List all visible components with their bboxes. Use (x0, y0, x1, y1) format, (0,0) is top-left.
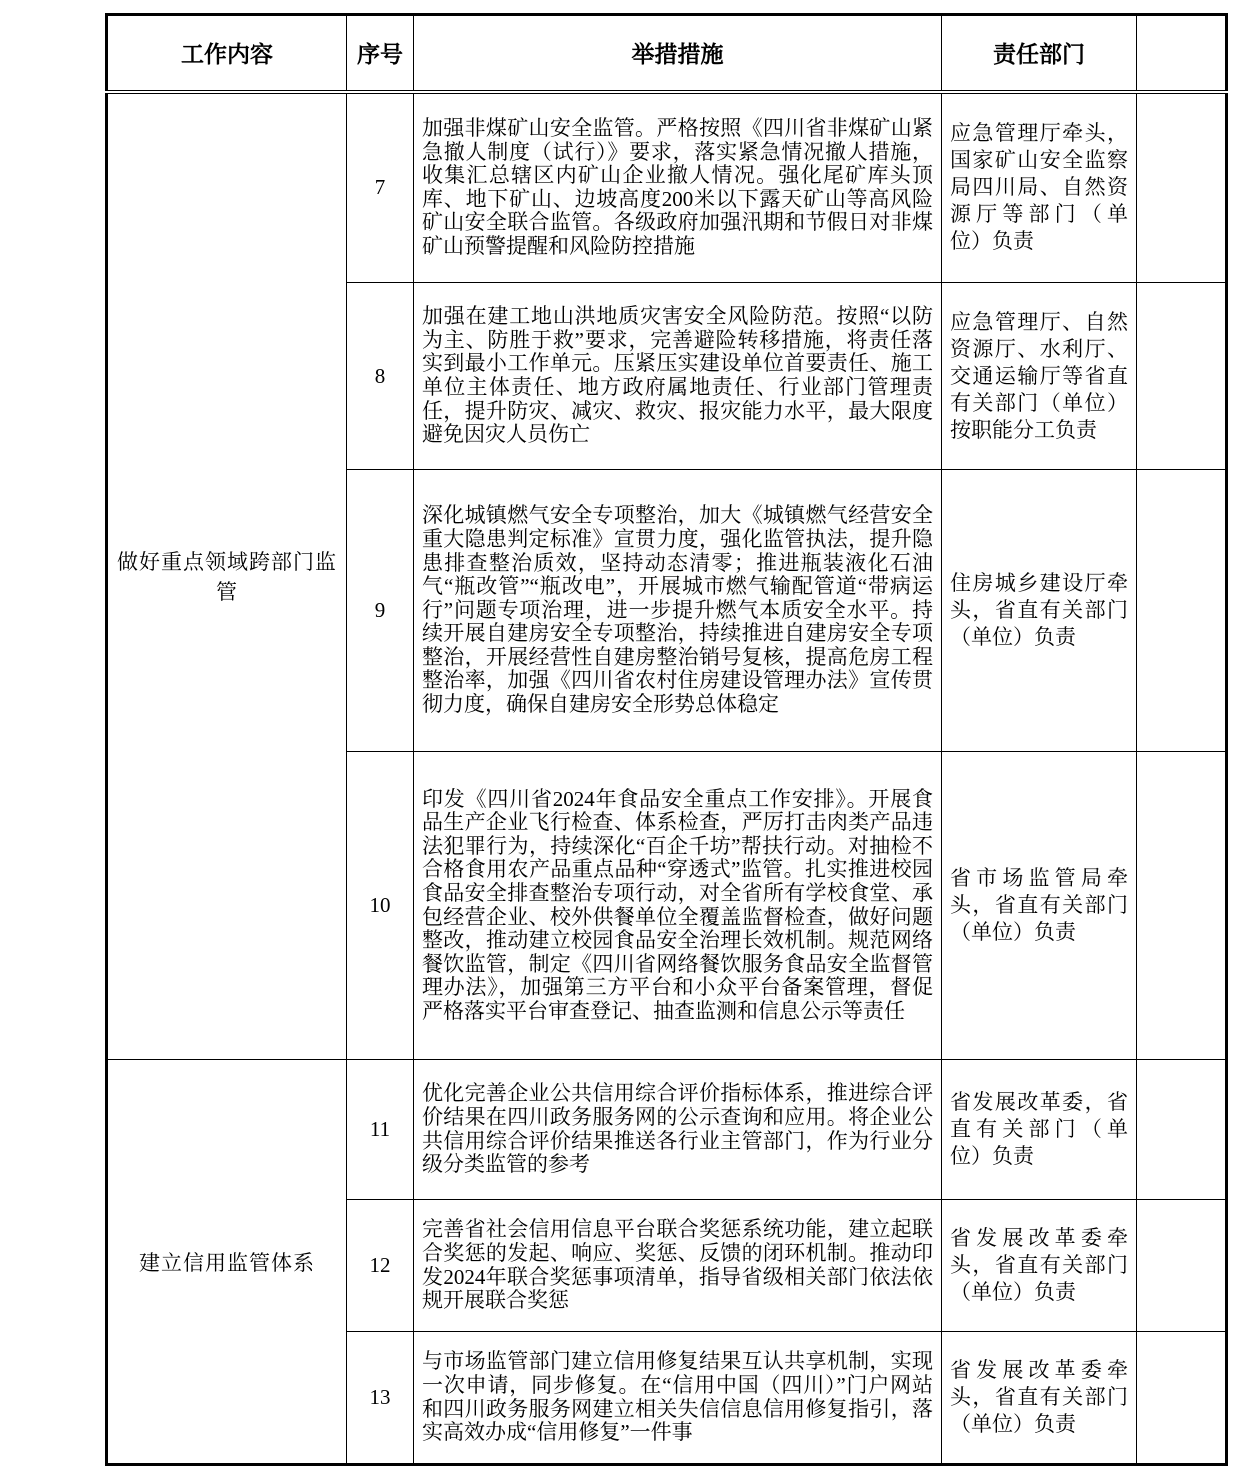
department-cell: 住房城乡建设厅牵头，省直有关部门（单位）负责 (942, 470, 1137, 752)
row-number-cell: 13 (347, 1332, 414, 1465)
header-work-content: 工作内容 (107, 15, 347, 92)
header-empty (1137, 15, 1227, 92)
work-measures-table (105, 13, 1228, 1466)
row-number-cell: 11 (347, 1060, 414, 1200)
empty-cell (1137, 1060, 1227, 1200)
empty-cell (1137, 470, 1227, 752)
department-cell: 省发展改革委，省直有关部门（单位）负责 (942, 1060, 1137, 1200)
measure-cell: 加强非煤矿山安全监管。严格按照《四川省非煤矿山紧急撤人制度（试行）》要求，落实紧急情况撤人措施，收集汇总辖区内矿山企业撤人情况。强化尾矿库头顶库、地下矿山、边坡高度200米以下露天矿山等高风险矿山安全联合监管。各级政府加强汛期和节假日对非煤矿山预警提醒和风险防控措施 (414, 92, 942, 283)
group-label-credit-supervision-system: 建立信用监管体系 (107, 1060, 347, 1465)
empty-cell (1137, 283, 1227, 470)
department-cell: 应急管理厅牵头，国家矿山安全监察局四川局、自然资源厅等部门（单位）负责 (942, 92, 1137, 283)
department-cell: 省发展改革委牵头，省直有关部门（单位）负责 (942, 1332, 1137, 1465)
empty-cell (1137, 1332, 1227, 1465)
empty-cell (1137, 92, 1227, 283)
row-number-cell: 8 (347, 283, 414, 470)
department-cell: 省发展改革委牵头，省直有关部门（单位）负责 (942, 1200, 1137, 1332)
row-number-cell: 9 (347, 470, 414, 752)
table-row (107, 1060, 1227, 1200)
row-number-cell: 7 (347, 92, 414, 283)
header-measures: 举措措施 (414, 15, 942, 92)
measure-cell: 加强在建工地山洪地质灾害安全风险防范。按照“以防为主、防胜于救”要求，完善避险转移措施，将责任落实到最小工作单元。压紧压实建设单位首要责任、施工单位主体责任、地方政府属地责任、行业部门管理责任，提升防灾、减灾、救灾、报灾能力水平，最大限度避免因灾人员伤亡 (414, 283, 942, 470)
measure-cell: 与市场监管部门建立信用修复结果互认共享机制，实现一次申请，同步修复。在“信用中国（四川）”门户网站和四川政务服务网建立相关失信信息信用修复指引，落实高效办成“信用修复”一件事 (414, 1332, 942, 1465)
department-cell: 省市场监管局牵头，省直有关部门（单位）负责 (942, 752, 1137, 1060)
empty-cell (1137, 1200, 1227, 1332)
table-header-row (107, 15, 1227, 92)
group-label-cross-department-supervision: 做好重点领域跨部门监管 (107, 92, 347, 1060)
table-row (107, 92, 1227, 283)
measure-cell: 深化城镇燃气安全专项整治，加大《城镇燃气经营安全重大隐患判定标准》宣贯力度，强化监管执法，提升隐患排查整治质效，坚持动态清零；推进瓶装液化石油气“瓶改管”“瓶改电”，开展城市燃气输配管道“带病运行”问题专项治理，进一步提升燃气本质安全水平。持续开展自建房安全专项整治，持续推进自建房安全专项整治，开展经营性自建房整治销号复核，提高危房工程整治率，加强《四川省农村住房建设管理办法》宣传贯彻力度，确保自建房安全形势总体稳定 (414, 470, 942, 752)
row-number-cell: 10 (347, 752, 414, 1060)
measure-cell: 完善省社会信用信息平台联合奖惩系统功能，建立起联合奖惩的发起、响应、奖惩、反馈的闭环机制。推动印发2024年联合奖惩事项清单，指导省级相关部门依法依规开展联合奖惩 (414, 1200, 942, 1332)
header-number: 序号 (347, 15, 414, 92)
row-number-cell: 12 (347, 1200, 414, 1332)
measure-cell: 优化完善企业公共信用综合评价指标体系，推进综合评价结果在四川政务服务网的公示查询和应用。将企业公共信用综合评价结果推送各行业主管部门，作为行业分级分类监管的参考 (414, 1060, 942, 1200)
empty-cell (1137, 752, 1227, 1060)
header-department: 责任部门 (942, 15, 1137, 92)
department-cell: 应急管理厅、自然资源厅、水利厅、交通运输厅等省直有关部门（单位）按职能分工负责 (942, 283, 1137, 470)
measure-cell: 印发《四川省2024年食品安全重点工作安排》。开展食品生产企业飞行检查、体系检查，严厉打击肉类产品违法犯罪行为，持续深化“百企千坊”帮扶行动。对抽检不合格食用农产品重点品种“穿透式”监管。扎实推进校园食品安全排查整治专项行动，对全省所有学校食堂、承包经营企业、校外供餐单位全覆盖监督检查，做好问题整改，推动建立校园食品安全治理长效机制。规范网络餐饮监管，制定《四川省网络餐饮服务食品安全监督管理办法》，加强第三方平台和小众平台备案管理，督促严格落实平台审查登记、抽查监测和信息公示等责任 (414, 752, 942, 1060)
